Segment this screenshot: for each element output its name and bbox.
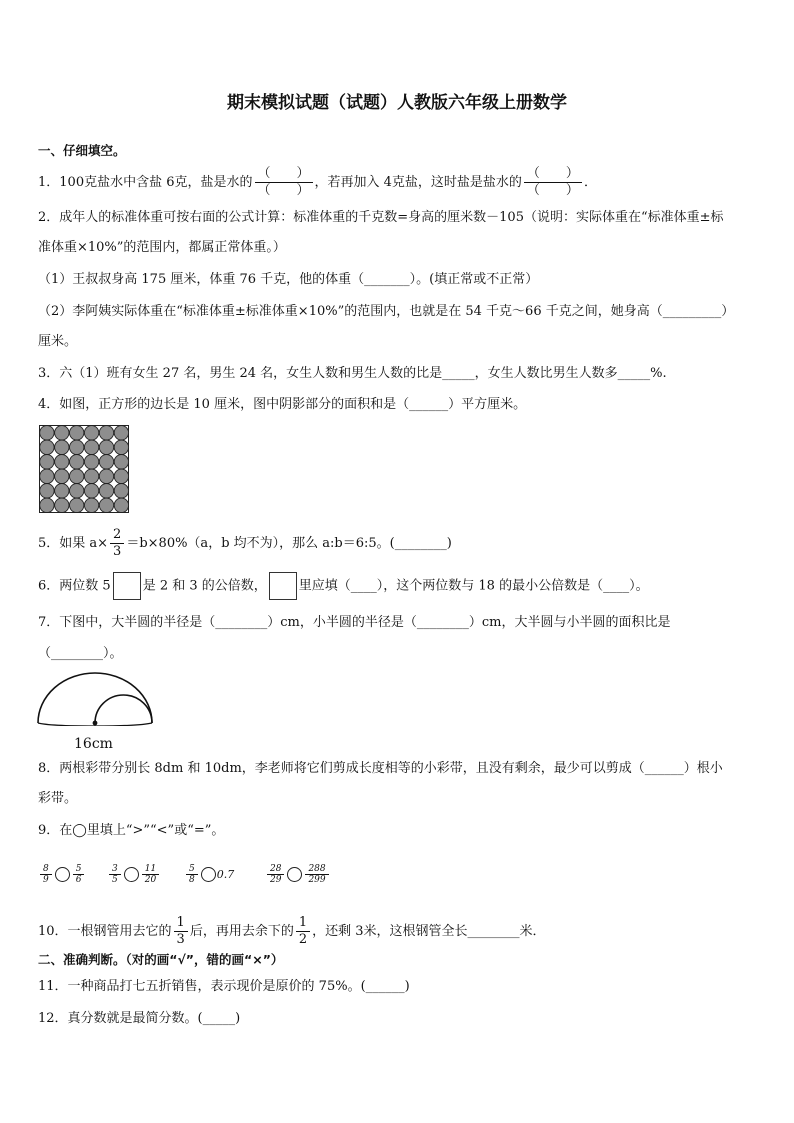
q1-fraction-blank-2 xyxy=(524,166,582,199)
q6-digit-box xyxy=(113,572,141,600)
question-10 xyxy=(38,912,546,952)
q10-frac1-num: 1 xyxy=(174,915,188,932)
shaded-circle xyxy=(84,426,98,440)
q9-right-fraction-1-den: 6 xyxy=(75,875,82,885)
q9-compare-circle-2 xyxy=(124,867,139,882)
q9-left-fraction-3 xyxy=(186,864,198,885)
q9-left-fraction-2 xyxy=(109,864,121,885)
shaded-circle xyxy=(40,484,54,498)
shaded-circle xyxy=(114,455,128,469)
shaded-circle xyxy=(99,440,113,454)
shaded-circle xyxy=(55,440,69,454)
q1-blank-den-1: （ ） xyxy=(257,183,310,198)
q9-left-fraction-3-num: 5 xyxy=(186,864,198,875)
q6-text-b: 是 2 和 3 的公倍数， xyxy=(142,578,267,594)
q6-text-c: 里应填（____），这个两位数与 18 的最小公倍数是（____）。 xyxy=(298,578,649,594)
question-1 xyxy=(38,166,597,200)
shaded-circle xyxy=(70,498,84,512)
section-2-heading: 二、准确判断。（对的画“√”，错的画“×”） xyxy=(38,952,284,967)
q9-right-fraction-2-num: 11 xyxy=(142,864,159,875)
diameter-label: 16cm xyxy=(74,736,113,752)
q5-fraction xyxy=(110,527,124,560)
question-4: 4．如图，正方形的边长是 10 厘米，图中阴影部分的面积和是（______）平方厘米。 xyxy=(38,397,527,412)
q2-sub-2: （2）李阿姨实际体重在“标准体重±标准体重×10%”的范围内，也就是在 54 千克～66 千克之间，她身高（_________） xyxy=(38,304,735,319)
q9-left-fraction-1 xyxy=(40,864,52,885)
q5-text-a: 5．如果 a× xyxy=(38,536,109,551)
shaded-circle xyxy=(40,455,54,469)
q10-frac2-den: 2 xyxy=(298,932,308,947)
q9-right-value-3: 0.7 xyxy=(216,868,235,881)
q9-right-fraction-4 xyxy=(305,864,328,885)
q2-sub-2b: 厘米。 xyxy=(38,334,78,349)
shaded-circle xyxy=(84,440,98,454)
q2-line-1: 2．成年人的标准体重可按右面的公式计算：标准体重的千克数=身高的厘米数－105（说明：实际体重在“标准体重±标 xyxy=(38,210,724,225)
shaded-circle xyxy=(70,426,84,440)
q2-line-2: 准体重×10%”的范围内，都属正常体重。） xyxy=(38,240,286,255)
question-3: 3．六（1）班有女生 27 名，男生 24 名，女生人数和男生人数的比是_____，女生人数比男生人数多_____%. xyxy=(38,366,667,381)
q9-item-4 xyxy=(265,862,331,888)
q7-line-1: 7．下图中，大半圆的半径是（________）cm，小半圆的半径是（________）cm，大半圆与小半圆的面积比是 xyxy=(38,615,671,630)
shaded-circle xyxy=(114,469,128,483)
shaded-circle xyxy=(99,469,113,483)
q8-line-2: 彩带。 xyxy=(38,791,78,806)
shaded-circle xyxy=(70,484,84,498)
shaded-circle xyxy=(40,440,54,454)
question-6 xyxy=(38,572,649,601)
shaded-circle xyxy=(99,484,113,498)
q9-right-fraction-2 xyxy=(142,864,159,885)
small-semicircle xyxy=(95,695,152,723)
shaded-circle xyxy=(40,469,54,483)
shaded-circle xyxy=(99,498,113,512)
q1-blank-num-2: （ ） xyxy=(524,166,582,183)
q5-frac-den: 3 xyxy=(113,544,122,559)
shaded-circle xyxy=(55,455,69,469)
q1-fraction-blank-1 xyxy=(255,166,313,199)
q7-line-2: （________）。 xyxy=(38,646,123,661)
shaded-circle xyxy=(114,440,128,454)
section-1-heading: 一、仔细填空。 xyxy=(38,143,126,158)
square-outline xyxy=(40,426,129,513)
shaded-circle xyxy=(55,484,69,498)
shaded-circle xyxy=(55,498,69,512)
q1-text-a: 1．100克盐水中含盐 6克，盐是水的 xyxy=(38,175,253,190)
circles-square-figure xyxy=(39,425,130,514)
q1-blank-den-2: （ ） xyxy=(526,183,579,198)
q6-text-a: 6．两位数 5 xyxy=(38,578,111,594)
shaded-circle xyxy=(114,498,128,512)
shaded-circle xyxy=(55,426,69,440)
q10-frac2-num: 1 xyxy=(296,915,310,932)
q5-text-b: ＝b×80%（a，b 均不为），那么 a:b＝6:5。(________) xyxy=(126,536,452,551)
q1-text-b: ，若再加入 4克盐，这时盐是盐水的 xyxy=(314,175,522,190)
q9-right-fraction-1-num: 5 xyxy=(73,864,85,875)
q9-left-fraction-4-den: 29 xyxy=(270,875,282,885)
q9-left-fraction-2-den: 5 xyxy=(112,875,118,885)
shaded-circle xyxy=(70,469,84,483)
center-point xyxy=(93,721,98,726)
q9-item-2 xyxy=(107,862,161,888)
q6-digit-box-2 xyxy=(269,572,297,600)
shaded-circle xyxy=(84,484,98,498)
q9-left-fraction-1-num: 8 xyxy=(40,864,52,875)
q9-right-fraction-1 xyxy=(73,864,85,885)
q9-right-fraction-4-den: 299 xyxy=(308,875,326,885)
q10-text-c: ，还剩 3米，这根钢管全长________米． xyxy=(312,924,546,939)
q9-item-3 xyxy=(184,862,234,888)
q9-compare-circle-1 xyxy=(55,867,70,882)
shaded-circle xyxy=(70,440,84,454)
shaded-circle xyxy=(84,498,98,512)
q10-fraction-2 xyxy=(296,915,310,948)
shaded-circle xyxy=(99,426,113,440)
q2-sub-1: （1）王叔叔身高 175 厘米，体重 76 千克，他的体重（_______）。(填正常或不正常） xyxy=(38,272,539,287)
q9-left-fraction-4-num: 28 xyxy=(267,864,284,875)
question-12: 12．真分数就是最简分数。(_____) xyxy=(38,1011,241,1026)
shaded-circle xyxy=(84,455,98,469)
question-11: 11．一种商品打七五折销售，表示现价是原价的 75%。(______) xyxy=(38,979,410,994)
shaded-circle xyxy=(114,426,128,440)
q9-left-fraction-1-den: 9 xyxy=(43,875,49,885)
q8-line-1: 8．两根彩带分别长 8dm 和 10dm，李老师将它们剪成长度相等的小彩带，且没有剩余，最少可以剪成（______）根小 xyxy=(38,761,723,776)
q5-frac-num: 2 xyxy=(110,527,124,544)
shaded-circle xyxy=(114,484,128,498)
q10-fraction-1 xyxy=(174,915,188,948)
shaded-circle xyxy=(40,426,54,440)
q9-right-fraction-4-num: 288 xyxy=(305,864,328,875)
shaded-circle xyxy=(70,455,84,469)
q10-text-b: 后，再用去余下的 xyxy=(189,924,294,939)
page-title: 期末模拟试题（试题）人教版六年级上册数学 xyxy=(227,93,567,113)
q9-left-fraction-4 xyxy=(267,864,284,885)
q9-left-fraction-3-den: 8 xyxy=(189,875,195,885)
q9-instruction: 9．在◯里填上“>”“<”或“=”。 xyxy=(38,823,225,838)
semicircle-figure xyxy=(34,668,158,726)
q9-compare-circle-3 xyxy=(201,867,216,882)
q9-right-fraction-2-den: 20 xyxy=(144,875,157,885)
shaded-circle xyxy=(40,498,54,512)
q9-left-fraction-2-num: 3 xyxy=(109,864,121,875)
q10-frac1-den: 3 xyxy=(176,932,185,947)
shaded-circle xyxy=(99,455,113,469)
question-5 xyxy=(38,527,452,561)
shaded-circle xyxy=(55,469,69,483)
q10-text-a: 10．一根钢管用去它的 xyxy=(38,924,172,939)
q9-compare-circle-4 xyxy=(287,867,302,882)
q9-item-1 xyxy=(38,862,86,888)
q1-text-c: ． xyxy=(583,175,597,190)
shaded-circle xyxy=(84,469,98,483)
q1-blank-num-1: （ ） xyxy=(255,166,313,183)
